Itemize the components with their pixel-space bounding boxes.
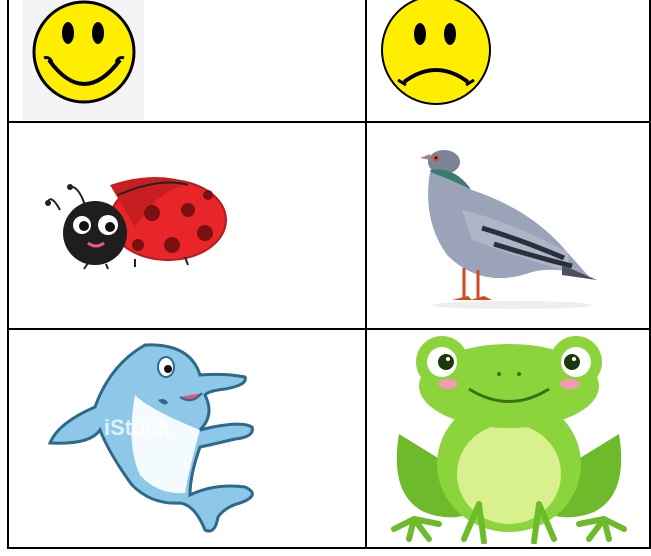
smiley-face-icon (22, 0, 144, 120)
pigeon-icon (412, 140, 612, 312)
sad-face-icon (378, 0, 498, 120)
cell-dolphin (40, 335, 275, 540)
ladybug-icon (40, 165, 235, 270)
dolphin-icon (40, 335, 275, 540)
watermark-text: iStock (104, 415, 171, 440)
cell-smiley (22, 0, 144, 120)
cell-frog (384, 334, 634, 544)
cell-pigeon (412, 140, 612, 312)
cell-sad (378, 0, 498, 120)
cell-ladybug (40, 165, 235, 270)
frog-icon (384, 334, 634, 544)
